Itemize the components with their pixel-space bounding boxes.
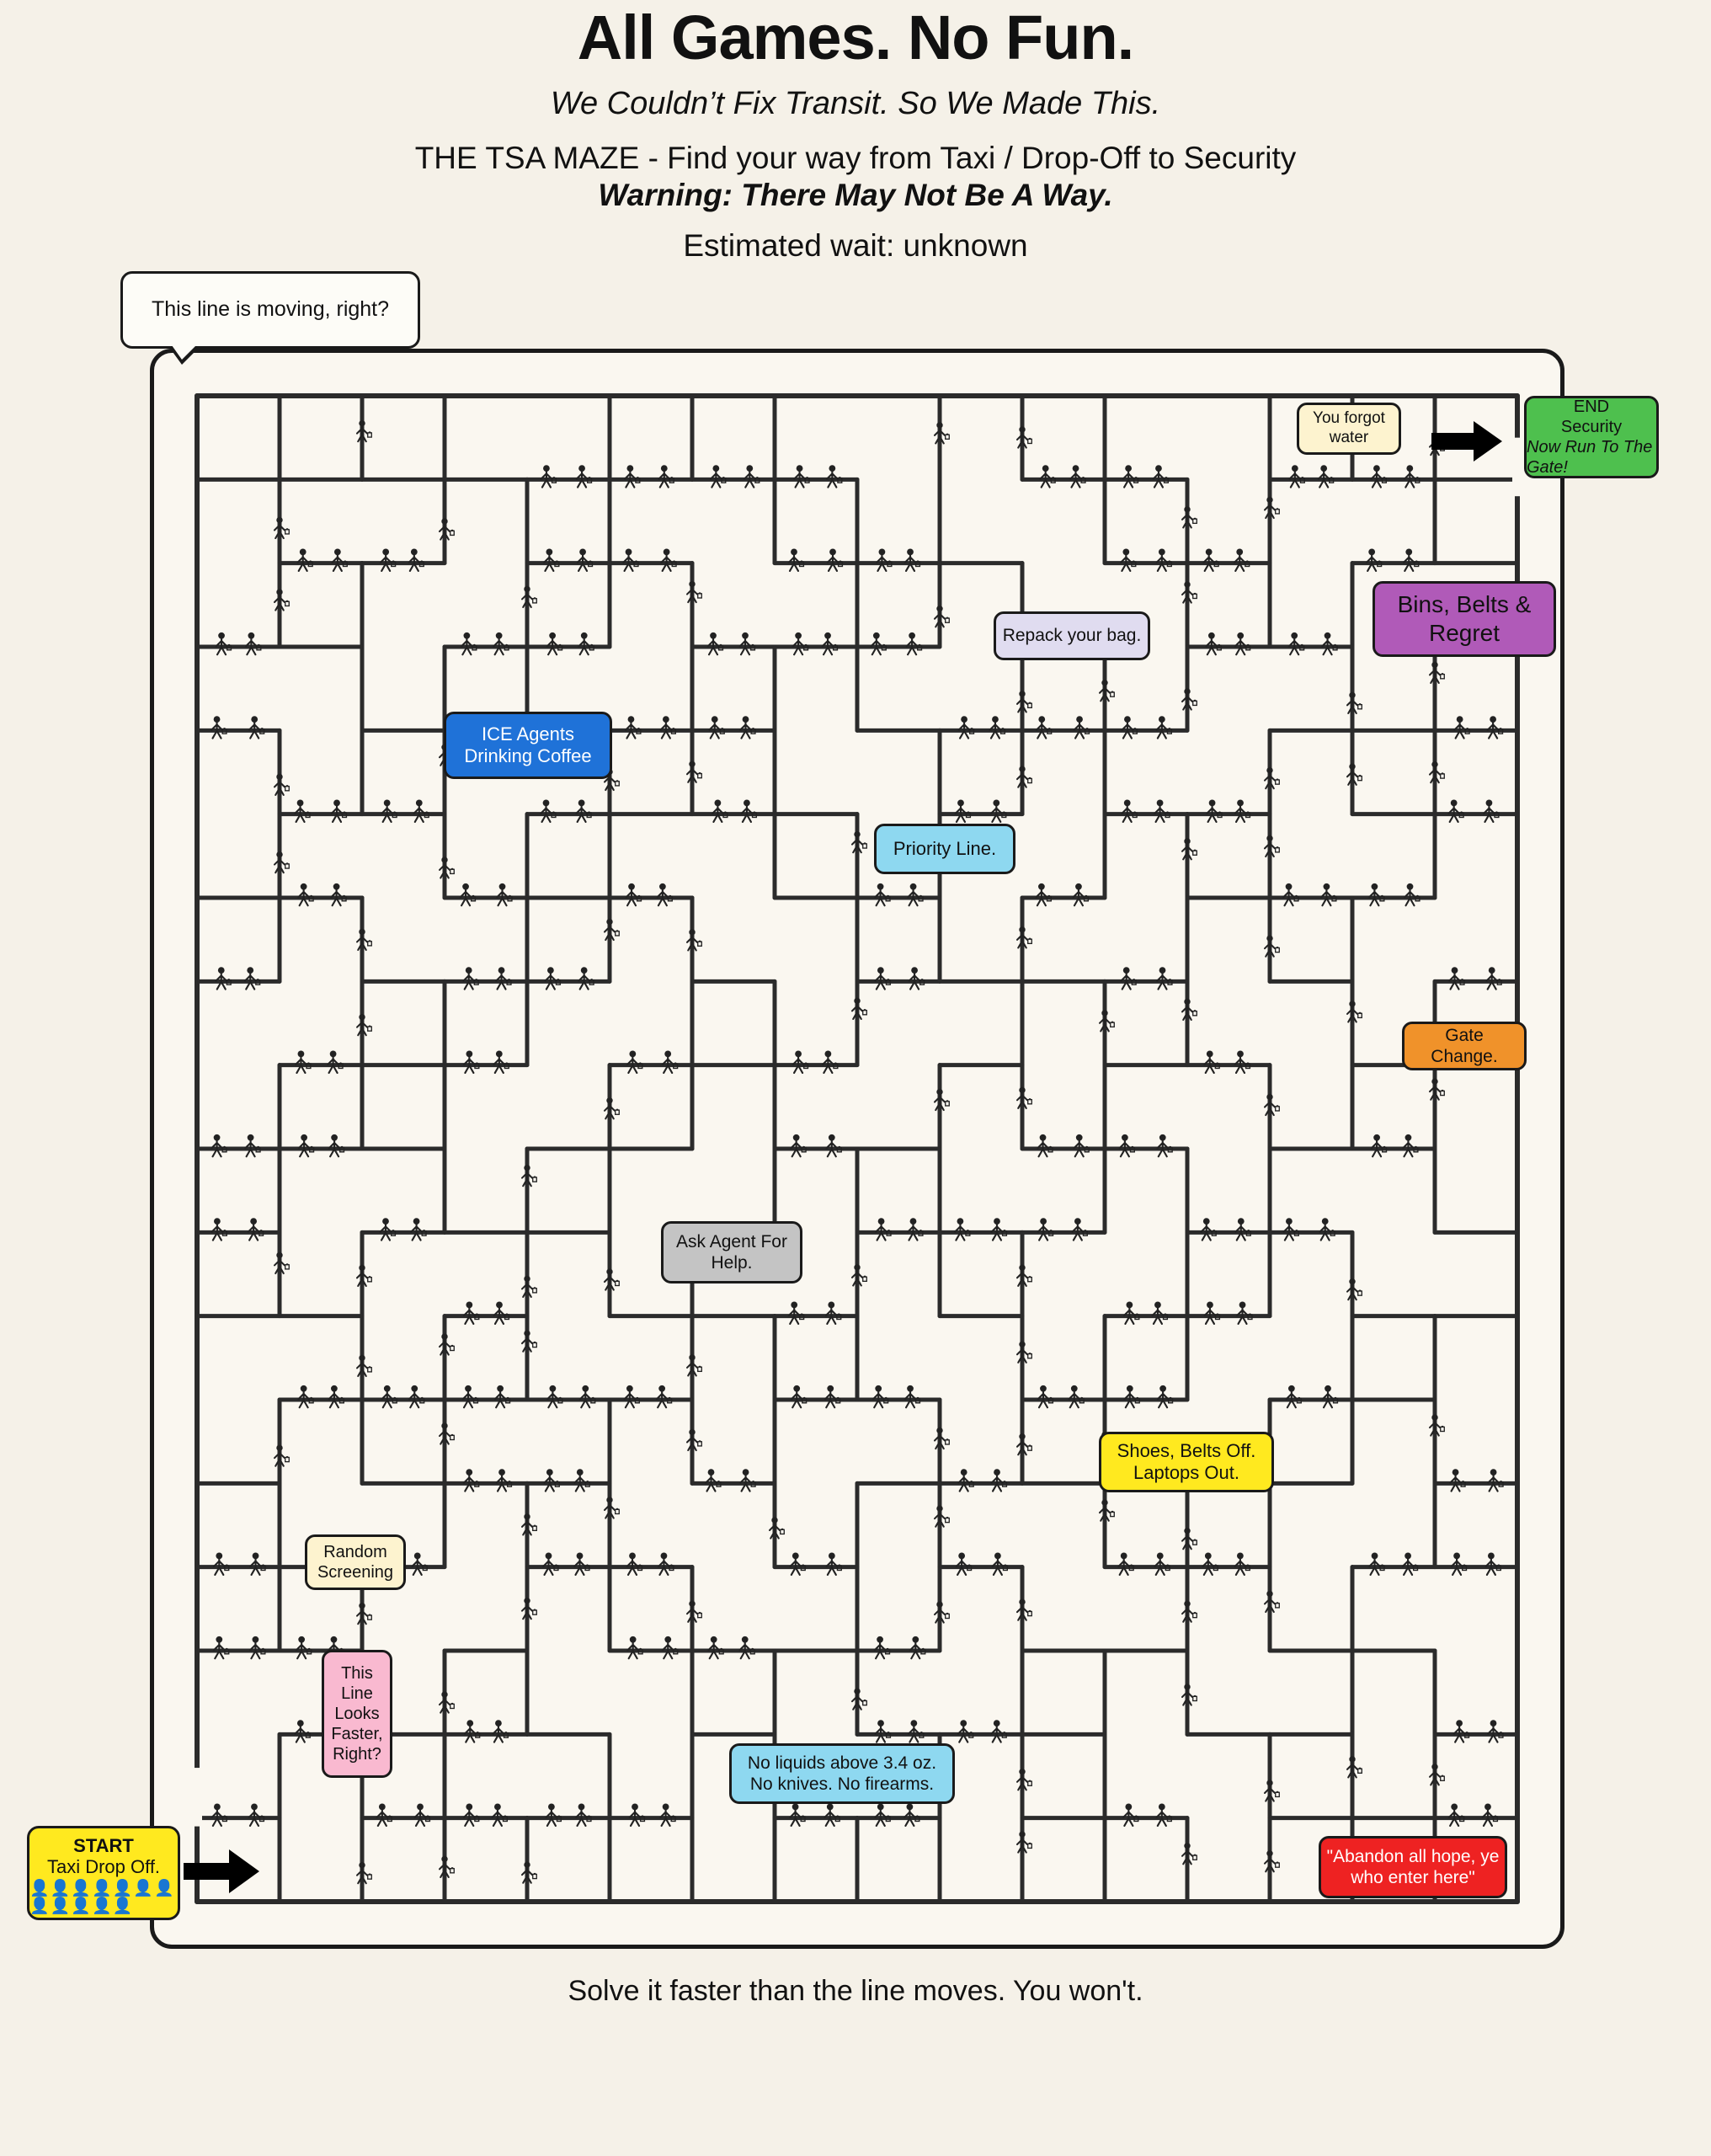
start-label-1: START	[73, 1835, 134, 1856]
start-arrow-icon	[184, 1849, 259, 1893]
end-label-3: Now Run To The Gate!	[1527, 438, 1653, 477]
subtitle: We Couldn’t Fix Transit. So We Made This.	[550, 85, 1161, 121]
maze-label-ask-agent-for-help	[661, 1221, 802, 1283]
maze-label-bins-belts-regret	[1373, 581, 1556, 657]
end-marker	[1524, 396, 1659, 478]
maze-label-text: Ask Agent For Help.	[676, 1231, 787, 1273]
warning-text: Warning: There May Not Be A Way.	[598, 177, 1113, 212]
maze-label-abandon-all-hope	[1319, 1836, 1507, 1898]
maze-label-you-forgot-water	[1297, 403, 1401, 455]
maze-label-text: Shoes, Belts Off. Laptops Out.	[1117, 1439, 1256, 1483]
maze-label-text: You forgot water	[1313, 409, 1385, 446]
maze-label-shoes-belts-off	[1099, 1432, 1274, 1492]
maze-label-text: ICE Agents Drinking Coffee	[464, 723, 592, 766]
maze-label-text: Gate Change.	[1431, 1025, 1498, 1066]
maze-label-text: Random Screening	[317, 1543, 394, 1582]
maze-label-text: Priority Line.	[893, 837, 997, 859]
tagline: THE TSA MAZE - Find your way from Taxi / Drop-Off to Security	[414, 140, 1297, 175]
footer-text: Solve it faster than the line moves. You won't.	[568, 1975, 1143, 2007]
maze-label-this-line-looks-faster	[322, 1650, 392, 1778]
start-people-icons: 👤👤👤👤👤👤👤👤👤👤👤👤	[29, 1879, 175, 1916]
start-marker	[27, 1826, 180, 1920]
estimated-wait: Estimated wait: unknown	[683, 227, 1028, 263]
maze-label-priority-line	[874, 824, 1015, 874]
end-arrow-icon	[1431, 421, 1502, 462]
header	[0, 0, 1711, 264]
maze-label-text: No liquids above 3.4 oz. No knives. No firearms.	[747, 1753, 937, 1794]
maze-label-random-screening	[305, 1534, 406, 1590]
maze-label-text: Bins, Belts & Regret	[1397, 591, 1532, 646]
speech-bubble-text: This line is moving, right?	[151, 297, 390, 322]
end-label-2: Security	[1560, 418, 1623, 436]
footer	[0, 1975, 1711, 2008]
maze-label-no-liquids	[729, 1743, 955, 1804]
page-title: All Games. No Fun.	[577, 3, 1134, 72]
maze-label-gate-change	[1402, 1022, 1527, 1070]
maze-label-text: Repack your bag.	[1002, 626, 1142, 646]
end-label-1: END	[1573, 398, 1610, 416]
maze-label-text: This Line Looks Faster, Right?	[331, 1664, 383, 1764]
start-label-2: Taxi Drop Off.	[46, 1856, 161, 1878]
speech-bubble	[120, 271, 420, 349]
maze-label-text: "Abandon all hope, ye who enter here"	[1326, 1846, 1500, 1887]
maze-label-ice-agents	[444, 712, 612, 779]
maze-label-repack-your-bag	[994, 611, 1150, 660]
